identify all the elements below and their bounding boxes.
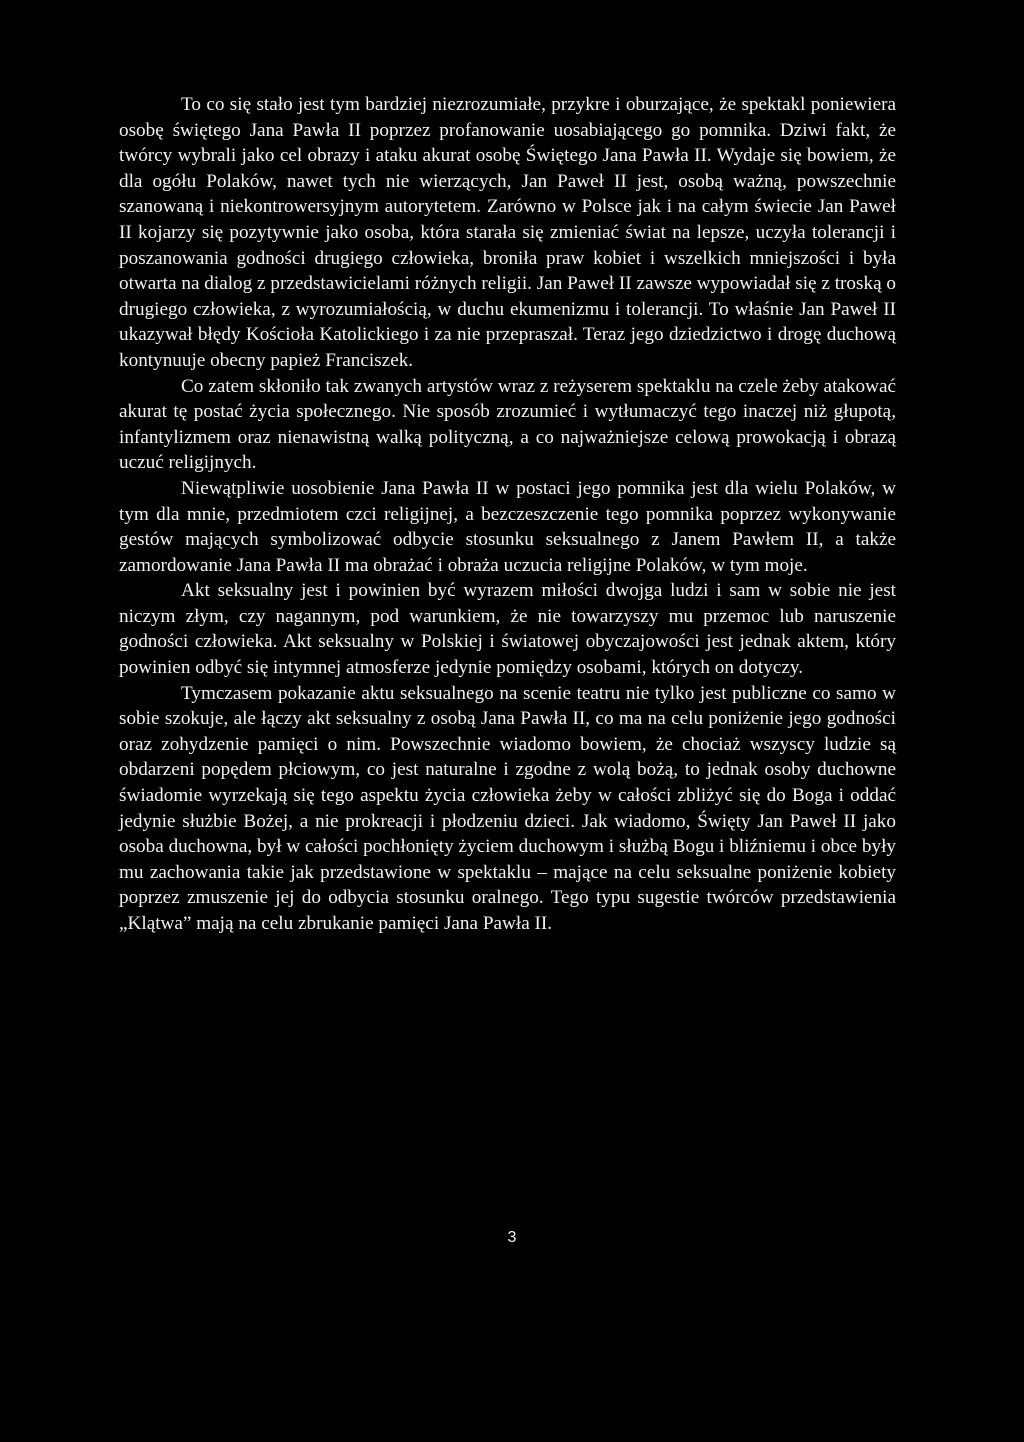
document-body xyxy=(119,92,896,937)
page-number: 3 xyxy=(507,1229,517,1246)
paragraph-4: Akt seksualny jest i powinien być wyrazem miłości dwojga ludzi i sam w sobie nie jest niczym złym, czy nagannym, pod warunkiem, że nie towarzyszy mu przemoc lub naruszenie godności człowieka. Akt seksualny w Polskiej i światowej obyczajowości jest jednak aktem, który powinien odbyć się intymnej atmosferze jedynie pomiędzy osobami, których on dotyczy. xyxy=(119,580,896,679)
paragraph-1: To co się stało jest tym bardziej niezrozumiałe, przykre i oburzające, że spektakl poniewiera osobę świętego Jana Pawła II poprzez profanowanie uosabiającego go pomnika. Dziwi fakt, że twórcy wybrali jako cel obrazy i ataku akurat osobę Świętego Jana Pawła II. Wydaje się bowiem, że dla ogółu Polaków, nawet tych nie wierzących, Jan Paweł II jest, osobą ważną, powszechnie szanowaną i niekontrowersyjnym autorytetem. Zarówno w Polsce jak i na całym świecie Jan Paweł II kojarzy się pozytywnie jako osoba, która starała się zmieniać świat na lepsze, uczyła tolerancji i poszanowania godności drugiego człowieka, broniła praw kobiet i wszelkich mniejszości i była otwarta na dialog z przedstawicielami różnych religii. Jan Paweł II zawsze wypowiadał się z troską o drugiego człowieka, z wyrozumiałością, w duchu ekumenizmu i tolerancji. To właśnie Jan Paweł II ukazywał błędy Kościoła Katolickiego i za nie przepraszał. Teraz jego dziedzictwo i drogę duchową kontynuuje obecny papież Franciszek. xyxy=(119,94,896,371)
paragraph-3: Niewątpliwie uosobienie Jana Pawła II w postaci jego pomnika jest dla wielu Polaków, w tym dla mnie, przedmiotem czci religijnej, a bezczeszczenie tego pomnika poprzez wykonywanie gestów mających symbolizować odbycie stosunku seksualnego z Janem Pawłem II, a także zamordowanie Jana Pawła II ma obrażać i obraża uczucia religijne Polaków, w tym moje. xyxy=(119,477,896,576)
paragraph-2: Co zatem skłoniło tak zwanych artystów wraz z reżyserem spektaklu na czele żeby atakować akurat tę postać życia społecznego. Nie sposób zrozumieć i wytłumaczyć tego inaczej niż głupotą, infantylizmem oraz nienawistną walką polityczną, a co najważniejsze celową prowokacją i obrazą uczuć religijnych. xyxy=(119,375,896,474)
paragraph-5: Tymczasem pokazanie aktu seksualnego na scenie teatru nie tylko jest publiczne co samo w sobie szokuje, ale łączy akt seksualny z osobą Jana Pawła II, co ma na celu poniżenie jego godności oraz zohydzenie pamięci o nim. Powszechnie wiadomo bowiem, że chociaż wszyscy ludzie są obdarzeni popędem płciowym, co jest naturalne i zgodne z wolą bożą, to jednak osoby duchowne świadomie wyrzekają się tego aspektu życia człowieka żeby w całości zbliżyć się do Boga i oddać jedynie służbie Bożej, a nie prokreacji i płodzeniu dzieci. Jak wiadomo, Święty Jan Paweł II jako osoba duchowna, był w całości pochłonięty życiem duchowym i służbą Bogu i bliźniemu i obce były mu zachowania takie jak przedstawione w spektaklu – mające na celu seksualne poniżenie kobiety poprzez zmuszenie jej do odbycia stosunku oralnego. Tego typu sugestie twórców przedstawienia „Klątwa” mają na celu zbrukanie pamięci Jana Pawła II. xyxy=(119,682,896,934)
